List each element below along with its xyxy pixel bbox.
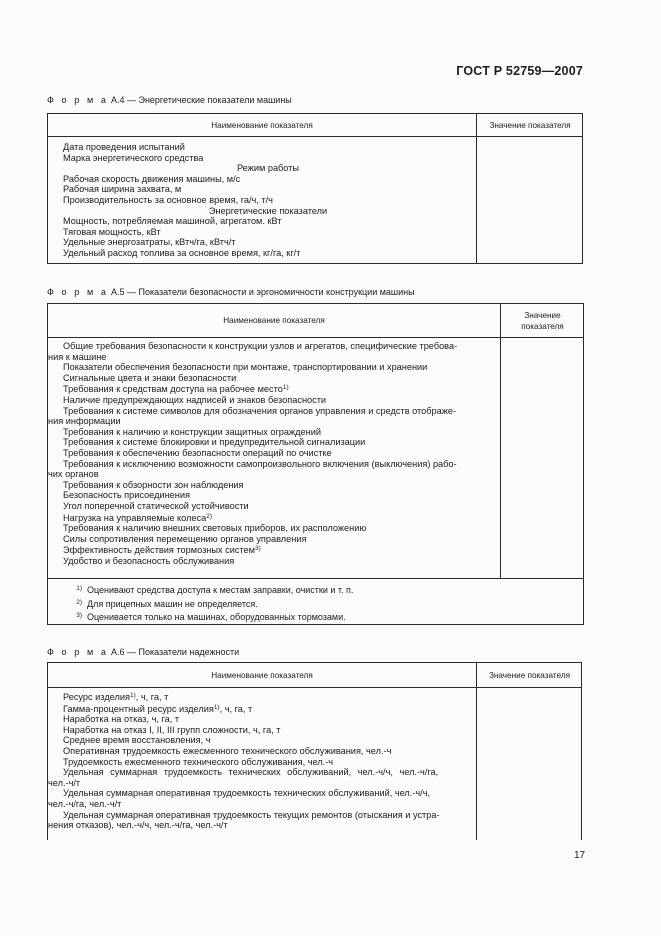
form-a6-table bbox=[47, 662, 582, 840]
table-row: ния информации bbox=[48, 416, 121, 427]
section-heading: Энергетические показатели bbox=[208, 205, 328, 216]
table-row: Оперативная трудоемкость ежесменного технического обслуживания, чел.-ч bbox=[63, 745, 392, 756]
table-row: Показатели обеспечения безопасности при монтаже, транспортировании и хранении bbox=[63, 362, 428, 373]
table-row: нения отказов), чел.-ч/ч, чел.-ч/га, чел.-ч/т bbox=[48, 820, 228, 831]
form-a6-col-name: Наименование показателя bbox=[211, 670, 313, 680]
table-row: Ресурс изделия$^{1)}$, ч, га, т bbox=[63, 692, 169, 702]
form-a5-footnotes bbox=[68, 583, 568, 624]
table-row: Рабочая скорость движения машины, м/с bbox=[63, 173, 241, 184]
form-a4-label: Ф о р м а bbox=[47, 95, 109, 105]
page-number: 17 bbox=[574, 850, 586, 861]
section-heading: Режим работы bbox=[236, 163, 300, 174]
document-code: ГОСТ Р 52759—2007 bbox=[456, 64, 583, 78]
table-row: Эффективность действия тормозных систем$^{3)}$ bbox=[63, 545, 261, 556]
table-row: Сигнальные цвета и знаки безопасности bbox=[63, 372, 237, 383]
form-a6-label: Ф о р м а bbox=[47, 647, 109, 657]
table-row: Трудоемкость ежесменного технического обслуживания, чел.-ч bbox=[63, 756, 334, 767]
table-row: Требования к наличию внешних световых приборов, их расположению bbox=[63, 523, 367, 534]
form-a5-col-value: Значение показателя bbox=[521, 310, 564, 331]
table-row: Удельные энергозатраты, кВтч/га, кВтч/т bbox=[63, 237, 236, 248]
footnote: $^{2)}$ Для прицепных машин не определяется. bbox=[76, 598, 258, 609]
table-row: Наработка на отказ I, II, III групп сложности, ч, га, т bbox=[63, 724, 281, 735]
table-row: Наработка на отказ, ч, га, т bbox=[63, 714, 180, 725]
table-row: Требования к обеспечению безопасности операций по очистке bbox=[63, 447, 332, 458]
table-row: Среднее время восстановления, ч bbox=[63, 735, 211, 746]
table-row: Удобство и безопасность обслуживания bbox=[63, 555, 235, 566]
form-a4-col-name: Наименование показателя bbox=[211, 120, 313, 130]
table-row: Тяговая мощность, кВт bbox=[63, 226, 161, 237]
table-row: Удельная суммарная оперативная трудоемкость текущих ремонтов (отыскания и устра- bbox=[63, 809, 440, 820]
table-row: Дата проведения испытаний bbox=[63, 142, 185, 152]
form-a4-title bbox=[47, 95, 292, 105]
form-a5-col-name: Наименование показателя bbox=[223, 316, 325, 325]
table-row: Угол поперечной статической устойчивости bbox=[63, 500, 249, 511]
form-a4-col-value: Значение показателя bbox=[489, 120, 571, 130]
table-row: Требования к исключению возможности самопроизвольного включения (выключения) рабо- bbox=[63, 458, 457, 469]
table-row: Мощность, потребляемая машиной, агрегатом. кВт bbox=[63, 216, 282, 227]
form-a5-table bbox=[47, 303, 584, 625]
table-row: Удельная суммарная трудоемкость технических обслуживаний, чел.-ч/ч, чел.-ч/га, bbox=[63, 767, 439, 778]
table-row: Марка энергетического средства bbox=[63, 152, 204, 163]
table-row: Требования к наличию и конструкции защитных ограждений bbox=[63, 426, 321, 437]
table-row: ния к машине bbox=[48, 351, 107, 362]
table-row: чих органов bbox=[48, 469, 99, 480]
form-a6-col-value: Значение показателя bbox=[488, 670, 571, 680]
table-row: Производительность за основное время, га/ч, т/ч bbox=[63, 194, 273, 205]
table-row: чел.-ч/т bbox=[48, 777, 81, 788]
form-a5-rows bbox=[48, 341, 500, 566]
table-row: Рабочая ширина захвата, м bbox=[63, 184, 182, 195]
form-a5-caption: А.5 — Показатели безопасности и эргономичности конструкции машины bbox=[110, 287, 415, 297]
table-row: Силы сопротивления перемещению органов управления bbox=[63, 533, 307, 544]
table-row: Наличие предупреждающих надписей и знаков безопасности bbox=[63, 394, 327, 405]
table-row: Безопасность присоединения bbox=[63, 490, 190, 501]
table-row: Нагрузка на управляемые колеса$^{2)}$ bbox=[63, 512, 212, 523]
table-row: чел.-ч/га, чел.-ч/т bbox=[48, 798, 122, 809]
form-a5-label: Ф о р м а bbox=[47, 287, 109, 297]
table-row: Гамма-процентный ресурс изделия$^{1)}$, ч, га, т bbox=[63, 703, 253, 714]
table-row: Общие требования безопасности к конструкции узлов и агрегатов, специфические требова- bbox=[63, 341, 458, 351]
form-a4-caption: А.4 — Энергетические показатели машины bbox=[110, 95, 292, 105]
table-row: Удельная суммарная оперативная трудоемкость технических обслуживаний, чел.-ч/ч, bbox=[63, 788, 431, 799]
form-a6-caption: А.6 — Показатели надежности bbox=[110, 647, 240, 657]
table-row: Требования к обзорности зон наблюдения bbox=[63, 479, 244, 490]
footnote: $^{3)}$ Оценивается только на машинах, оборудованных тормозами. bbox=[76, 612, 346, 623]
form-a6-rows bbox=[48, 691, 476, 831]
form-a6-title bbox=[47, 647, 239, 657]
table-row: Удельный расход топлива за основное время, кг/га, кг/т bbox=[63, 247, 301, 258]
table-row: Требования к системе символов для обозначения органов управления и средств отображе- bbox=[63, 405, 457, 416]
form-a5-title bbox=[47, 287, 415, 297]
form-a4-rows bbox=[63, 142, 473, 259]
footnote: $^{1)}$ Оценивают средства доступа к местам заправки, очистки и т. п. bbox=[76, 585, 354, 595]
form-a4-table bbox=[47, 113, 583, 264]
table-row: Требования к системе блокировки и предупредительной сигнализации bbox=[63, 437, 366, 448]
table-row: Требования к средствам доступа на рабочее место$^{1)}$ bbox=[63, 384, 289, 395]
